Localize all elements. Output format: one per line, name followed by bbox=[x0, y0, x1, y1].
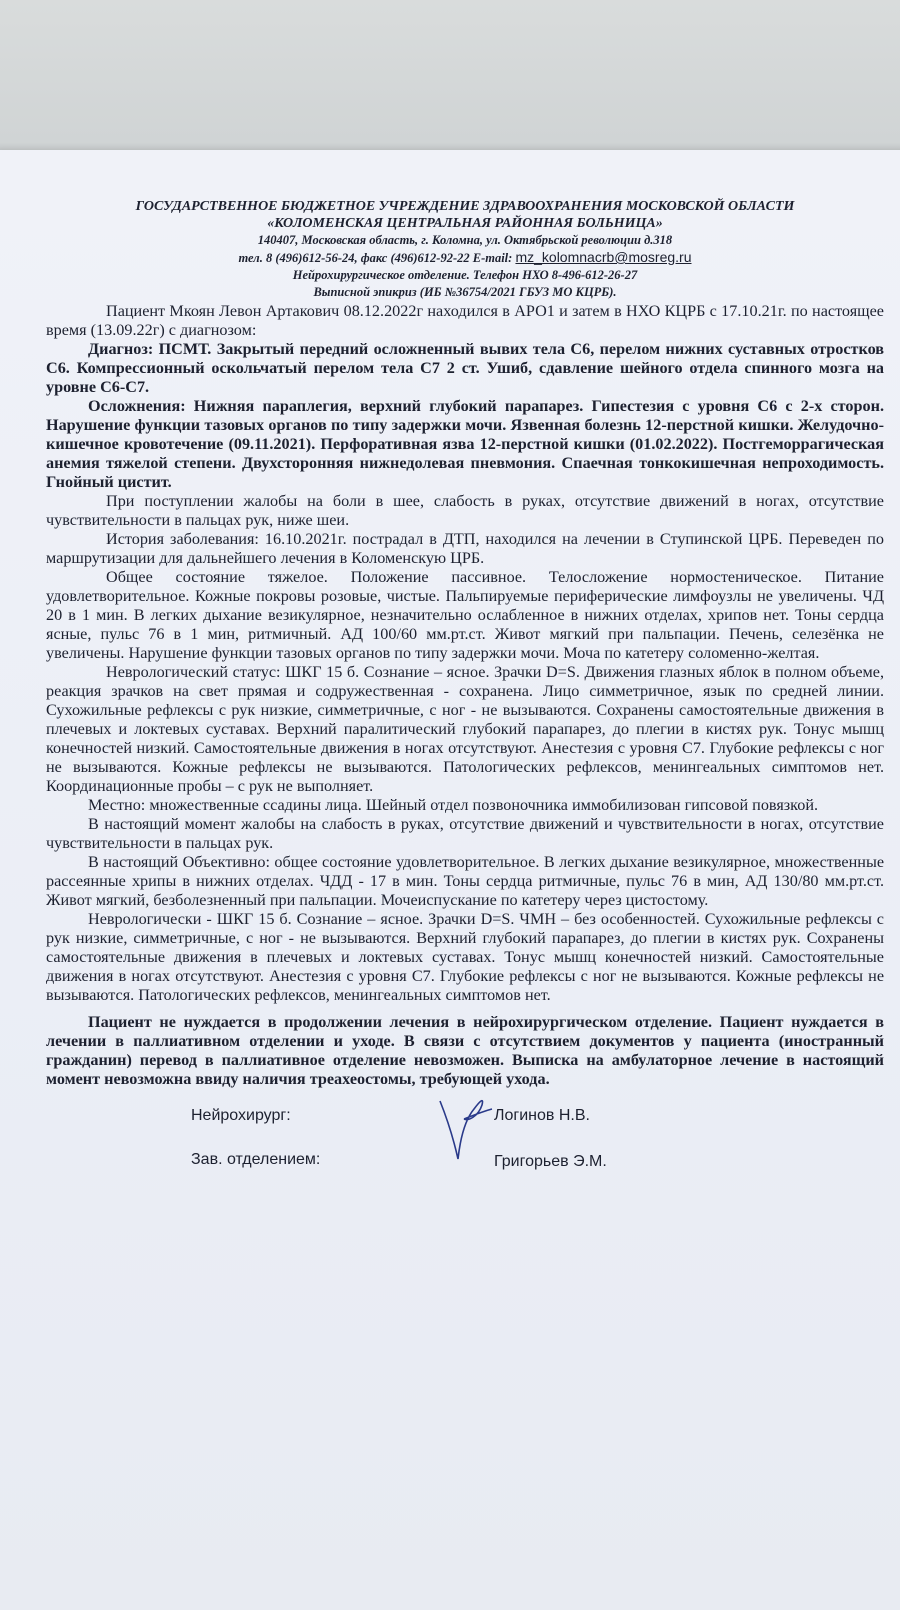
organization-name: ГОСУДАРСТВЕННОЕ БЮДЖЕТНОЕ УЧРЕЖДЕНИЕ ЗДРАВООХРАНЕНИЯ МОСКОВСКОЙ ОБЛАСТИ bbox=[135, 199, 795, 214]
patient-intro: Пациент Мкоян Левон Артакович 08.12.2022г находился в АРО1 и затем в НХО КЦРБ с 17.10.21г. по настоящее время (13.09.22г) с диагнозом: bbox=[46, 302, 884, 339]
phone-fax: тел. 8 (496)612-56-24, факс (496)612-92-22 E-mail: bbox=[238, 251, 513, 265]
head-of-department-label: Зав. отделением: bbox=[191, 1151, 321, 1168]
neurological-status-paragraph: Неврологический статус: ШКГ 15 б. Сознание – ясное. Зрачки D=S. Движения глазных яблок в полном объеме, реакция зрачков на свет прямая и содружественная - сохранена. Лицо симметричное, язык по средней линии. Сухожильные рефлексы с рук низкие, симметричные, с ног - не вызываются. Сохранены самостоятельные движения в плечевых и локтевых суставах. Верхний паралитический глубокий парапарез, до плегии в кистях рук. Тонус мышц конечностей низкий. Самостоятельные движения в ногах отсутствуют. Анестезия с уровня С7. Глубокие рефлексы с ног не вызываются. Кожные рефлексы не вызываются. Патологических рефлексов, менингеальных симптомов нет. Координационные пробы – с рук не выполняет. bbox=[46, 663, 884, 795]
hospital-address: 140407, Московская область, г. Коломна, ул. Октябрьской революции д.318 bbox=[257, 233, 673, 247]
department-line: Нейрохирургическое отделение. Телефон НХО 8-496-612-26-27 bbox=[292, 268, 638, 282]
neurosurgeon-label: Нейрохирург: bbox=[191, 1107, 291, 1124]
complications-paragraph: Осложнения: Нижняя параплегия, верхний глубокий парапарез. Гипестезия с уровня С6 с 2-х сторон. Нарушение функции тазовых органов по типу задержки мочи. Язвенная болезнь 12-перстной кишки. Желудочно-кишечное кровотечение (09.11.2021). Перфоративная язва 12-перстной кишки (01.02.2022). Постгеморрагическая анемия тяжелой степени. Двухсторонняя нижнедолевая пневмония. Спаечная тонкокишечная непроходимость. Гнойный цистит. bbox=[46, 397, 884, 491]
complaints-paragraph: При поступлении жалобы на боли в шее, слабость в руках, отсутствие движений в ногах, отсутствие чувствительности в пальцах рук, ниже шеи. bbox=[46, 492, 884, 529]
signature-block bbox=[46, 1101, 884, 1181]
history-paragraph: История заболевания: 16.10.2021г. пострадал в ДТП, находился на лечении в Ступинской ЦРБ. Переведен по маршрутизации для дальнейшего лечения в Коломенскую ЦРБ. bbox=[46, 530, 884, 567]
letterhead bbox=[46, 198, 884, 301]
handwritten-signature bbox=[434, 1091, 494, 1161]
diagnosis-paragraph: Диагноз: ПСМТ. Закрытый передний осложненный вывих тела С6, перелом нижних суставных отростков С6. Компрессионный оскольчатый перелом тела С7 2 ст. Ушиб, сдавление шейного отдела спинного мозга на уровне С6-С7. bbox=[46, 340, 884, 396]
general-status-paragraph: Общее состояние тяжелое. Положение пассивное. Телосложение нормостеническое. Питание удовлетворительное. Кожные покровы розовые, чистые. Пальпируемые периферические лимфоузлы не увеличены. ЧД 20 в 1 мин. В легких дыхание везикулярное, незначительно ослабленное в нижних отделах, хрипов нет. Тоны сердца ясные, пульс 76 в 1 мин, ритмичный. АД 100/60 мм.рт.ст. Живот мягкий при пальпации. Печень, селезёнка не увеличены. Нарушение функции тазовых органов по типу задержки мочи. Моча по катетеру соломенно-желтая. bbox=[46, 568, 884, 662]
contact-line bbox=[46, 249, 884, 267]
email-link[interactable]: mz_kolomnacrb@mosreg.ru bbox=[515, 249, 692, 265]
conclusion-paragraph: Пациент не нуждается в продолжении лечения в нейрохирургическом отделение. Пациент нуждается в лечении в паллиативном отделении и уходе. В связи с отсутствием документов у пациента (иностранный гражданин) перевод в паллиативное отделение невозможен. Выписка на амбулаторное лечение в настоящий момент невозможна ввиду наличия треахеостомы, требующей ухода. bbox=[46, 1013, 884, 1088]
background-surface bbox=[0, 0, 900, 160]
document-content bbox=[46, 198, 884, 1181]
neurological-current-paragraph: Неврологически - ШКГ 15 б. Сознание – ясное. Зрачки D=S. ЧМН – без особенностей. Сухожильные рефлексы с рук низкие, симметричные, с ног - не вызываются. Верхний глубокий парапарез, до плегии в кистях рук. Сохранены самостоятельные движения в плечевых и локтевых суставах. Тонус мышц конечностей низкий. Самостоятельные движения в ногах отсутствуют. Анестезия с уровня С7. Глубокие рефлексы с ног не вызываются. Кожные рефлексы не вызываются. Патологических рефлексов, менингеальных симптомов нет. bbox=[46, 910, 884, 1004]
local-status-paragraph: Местно: множественные ссадины лица. Шейный отдел позвоночника иммобилизован гипсовой повязкой. bbox=[88, 796, 819, 814]
hospital-name: «КОЛОМЕНСКАЯ ЦЕНТРАЛЬНАЯ РАЙОННАЯ БОЛЬНИЦА» bbox=[267, 216, 663, 231]
document-title: Выписной эпикриз (ИБ №36754/2021 ГБУЗ МО КЦРБ). bbox=[313, 285, 617, 299]
neurosurgeon-name: Логинов Н.В. bbox=[494, 1107, 590, 1124]
current-complaints-paragraph: В настоящий момент жалобы на слабость в руках, отсутствие движений и чувствительности в ногах, отсутствие чувствительности в пальцах рук. bbox=[46, 815, 884, 852]
head-of-department-name: Григорьев Э.М. bbox=[494, 1153, 607, 1170]
objective-status-paragraph: В настоящий Объективно: общее состояние удовлетворительное. В легких дыхание везикулярное, множественные рассеянные хрипы в нижних отделах. ЧДД - 17 в мин. Тоны сердца ритмичные, пульс 76 в мин, АД 130/80 мм.рт.ст. Живот мягкий, безболезненный при пальпации. Мочеиспускание по катетеру через цистостому. bbox=[46, 853, 884, 909]
document-sheet bbox=[0, 150, 900, 1610]
